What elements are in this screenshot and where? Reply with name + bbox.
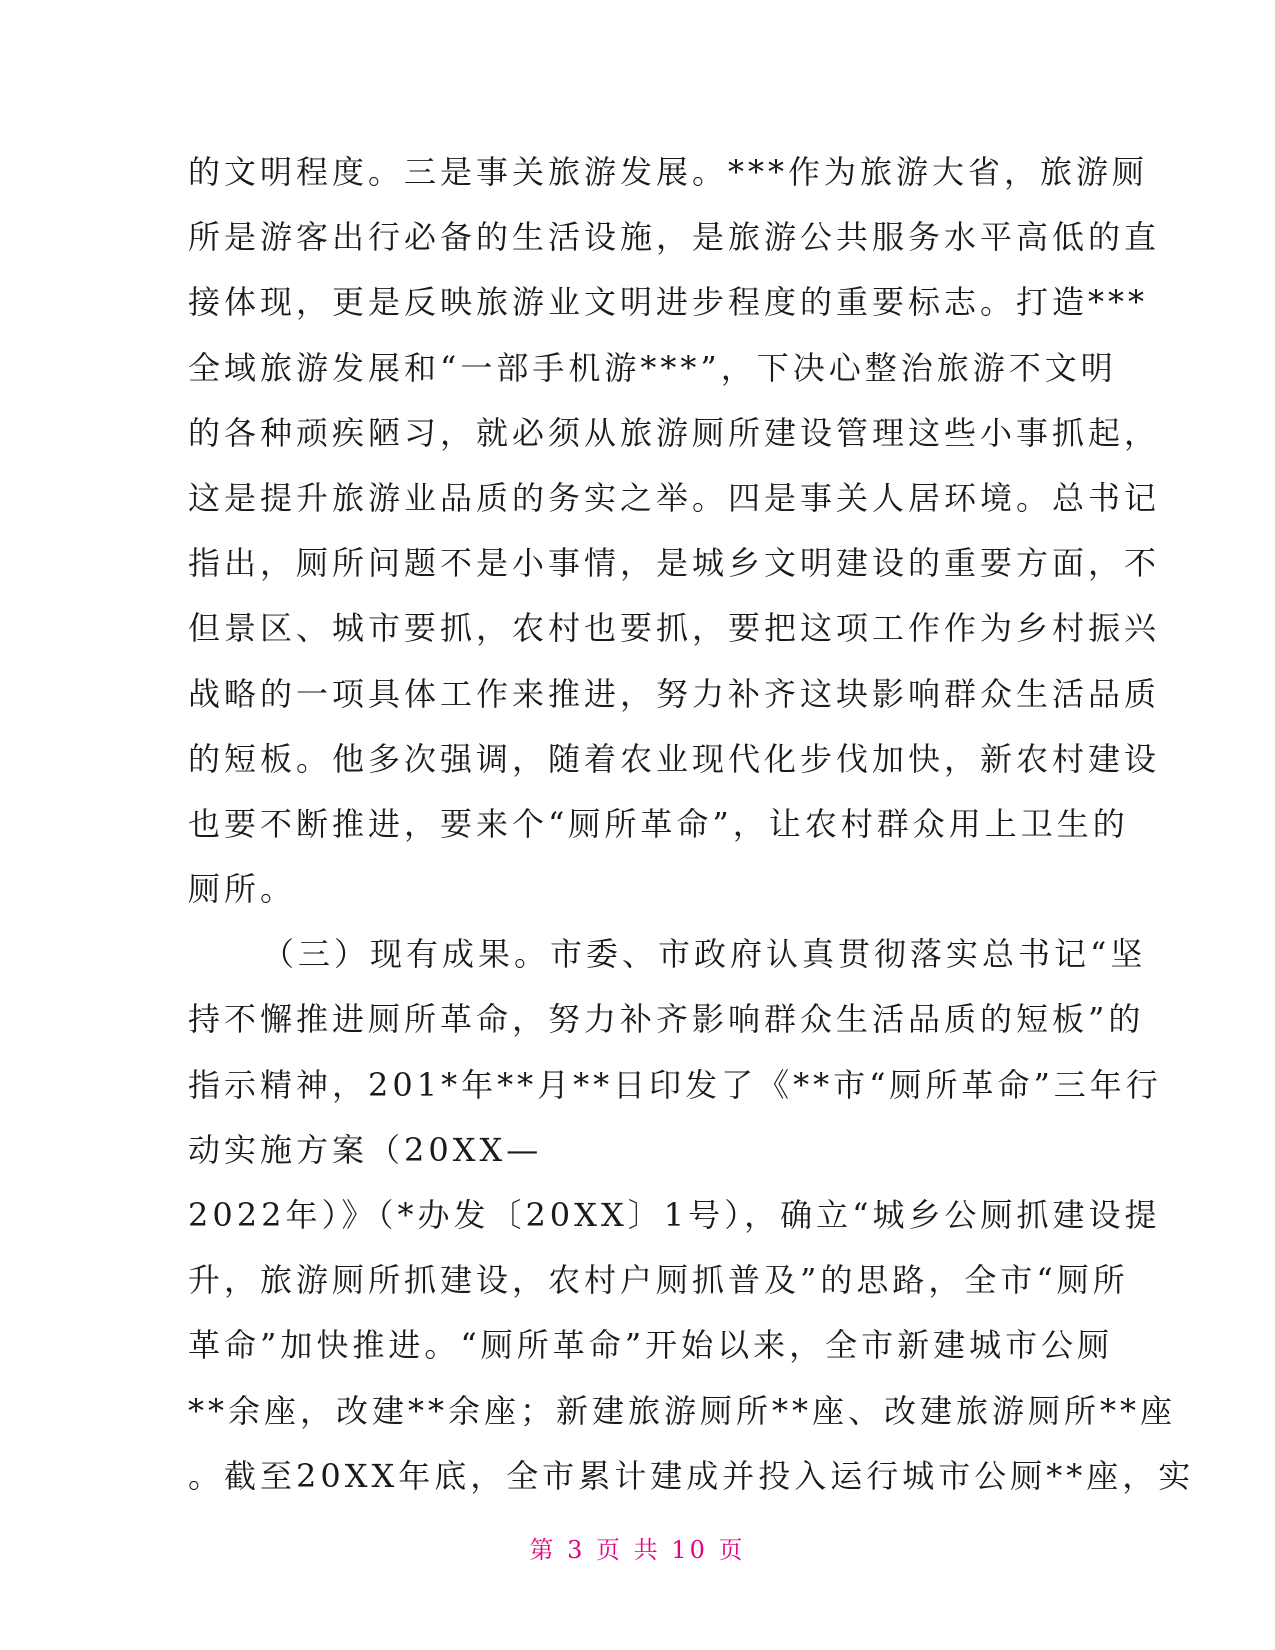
text-line: 指示精神，201*年**月**日印发了《**市“厕所革命”三年行 <box>188 1065 1162 1104</box>
text-line: 接体现，更是反映旅游业文明进步程度的重要标志。打造*** <box>188 283 1149 322</box>
text-line: 战略的一项具体工作来推进，努力补齐这块影响群众生活品质 <box>188 674 1161 713</box>
text-line: 的文明程度。三是事关旅游发展。***作为旅游大省，旅游厕 <box>188 153 1149 191</box>
text-line: 的各种顽疾陋习，就必须从旅游厕所建设管理这些小事抓起， <box>188 413 1161 452</box>
text-line: **余座，改建**余座；新建旅游厕所**座、改建旅游厕所**座 <box>188 1391 1177 1430</box>
text-line: 也要不断推进，要来个“厕所革命”，让农村群众用上卫生的 <box>188 804 1129 843</box>
text-line: 革命”加快推进。“厕所革命”开始以来，全市新建城市公厕 <box>188 1326 1114 1365</box>
text-line: 2022年）》（*办发〔20XX〕1号），确立“城乡公厕抓建设提 <box>188 1196 1161 1234</box>
text-line: 厕所。 <box>188 870 297 909</box>
text-line: 这是提升旅游业品质的务实之举。四是事关人居环境。总书记 <box>188 478 1161 517</box>
text-line: 全域旅游发展和“一部手机游***”，下决心整治旅游不文明 <box>188 348 1117 387</box>
text-line: 持不懈推进厕所革命，努力补齐影响群众生活品质的短板”的 <box>188 1000 1145 1039</box>
text-line: 指出，厕所问题不是小事情，是城乡文明建设的重要方面，不 <box>188 544 1161 583</box>
section-heading-line: （三）现有成果。市委、市政府认真贯彻落实总书记“坚 <box>262 935 1147 974</box>
text-line: 所是游客出行必备的生活设施，是旅游公共服务水平高低的直 <box>188 218 1161 257</box>
text-line: 升，旅游厕所抓建设，农村户厕抓普及”的思路，全市“厕所 <box>188 1261 1129 1300</box>
page-number-footer: 第 3 页 共 10 页 <box>529 1536 746 1564</box>
text-line: 动实施方案（20XX— <box>188 1130 543 1169</box>
body-text <box>188 140 1195 1509</box>
text-line: 的短板。他多次强调，随着农业现代化步伐加快，新农村建设 <box>188 739 1161 778</box>
text-line: 。截至20XX年底，全市累计建成并投入运行城市公厕**座，实 <box>188 1456 1195 1495</box>
text-line: 但景区、城市要抓，农村也要抓，要把这项工作作为乡村振兴 <box>188 609 1161 648</box>
